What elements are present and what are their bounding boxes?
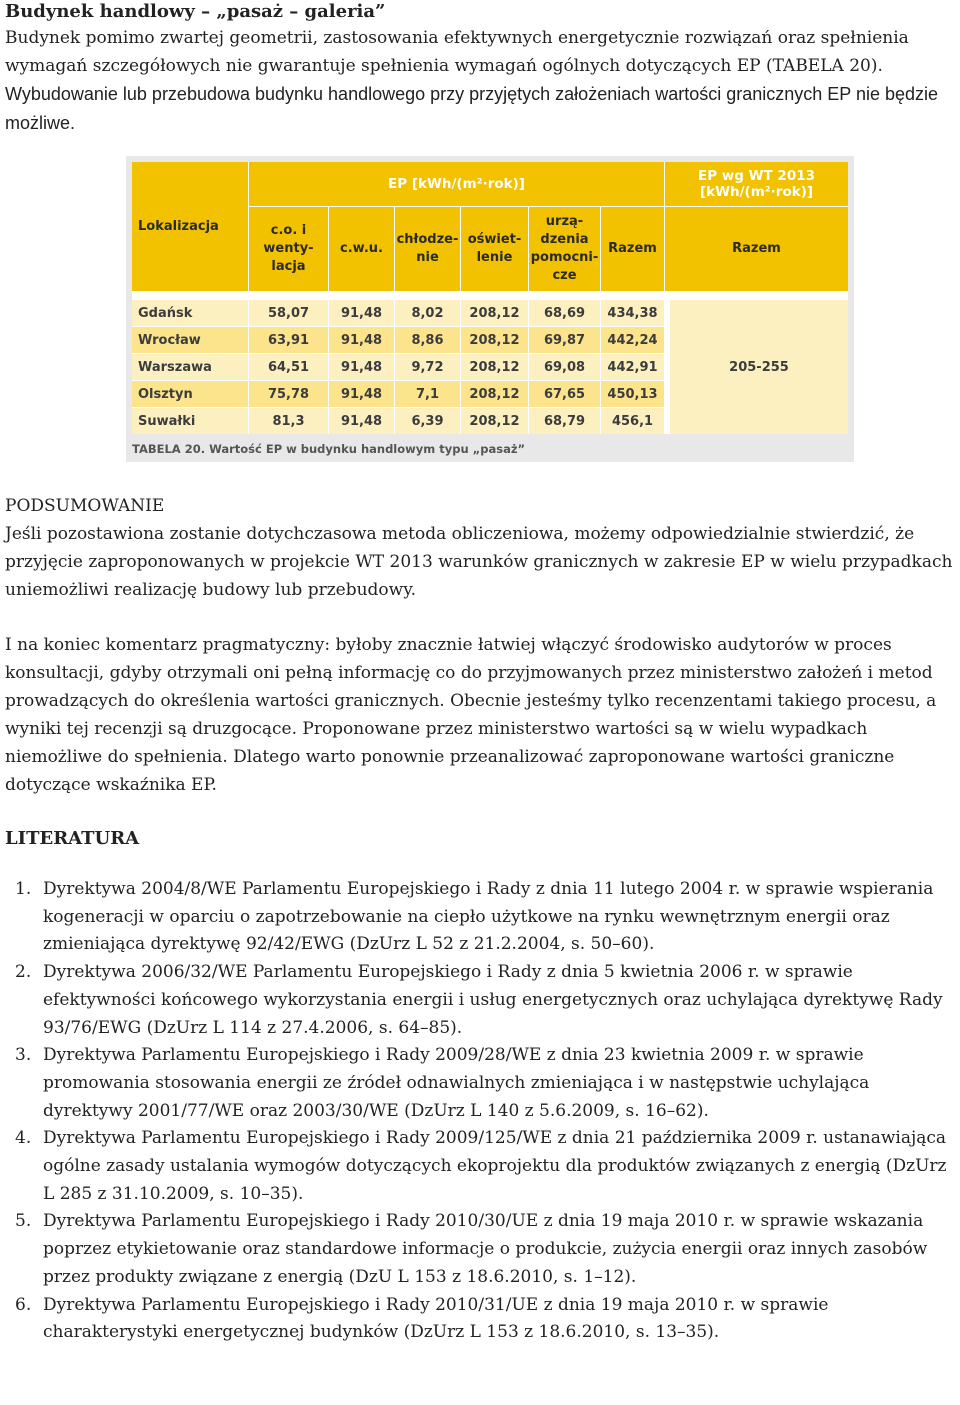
list-number: 2. <box>15 962 32 983</box>
ep-table-figure <box>126 156 854 462</box>
list-number: 5. <box>15 1211 32 1232</box>
literature-heading: LITERATURA <box>5 828 140 849</box>
table-cell: 58,07 <box>248 299 328 326</box>
list-number: 4. <box>15 1128 32 1149</box>
table-cell: 442,24 <box>600 326 664 353</box>
table-cell: 434,38 <box>600 299 664 326</box>
literature-text: Dyrektywa Parlamentu Europejskiego i Rady 2010/30/UE z dnia 19 maja 2010 r. w sprawie wskazania poprzez etykietowanie oraz standardowe informacje o produkcie, zużycia energii oraz innych zasobów przez produkty związane z energią (DzU L 153 z 18.6.2010, s. 1–12). <box>43 1211 928 1287</box>
column-header-razem: Razem <box>600 206 664 291</box>
table-cell: 8,02 <box>394 299 460 326</box>
table-cell: 450,13 <box>600 380 664 407</box>
intro-text-sans: Wybudowanie lub przebudowa budynku handlowego przy przyjętych założeniach wartości granicznych EP nie będzie możliwe. <box>5 84 939 133</box>
column-header-lokalizacja: Lokalizacja <box>132 162 248 291</box>
ep-group-header: EP [kWh/(m²·rok)] <box>248 162 664 206</box>
table-cell: 208,12 <box>460 326 528 353</box>
literature-item <box>5 876 960 959</box>
table-cell: 456,1 <box>600 407 664 434</box>
table-cell: Gdańsk <box>132 299 248 326</box>
table-cell: 69,08 <box>528 353 600 380</box>
literature-list <box>5 876 960 1347</box>
table-cell: 67,65 <box>528 380 600 407</box>
table-row <box>132 299 848 326</box>
table-cell: 8,86 <box>394 326 460 353</box>
table-cell: Warszawa <box>132 353 248 380</box>
table-caption: TABELA 20. Wartość EP w budynku handlowym typu „pasaż” <box>132 442 526 456</box>
table-cell: 64,51 <box>248 353 328 380</box>
list-number: 1. <box>15 879 32 899</box>
page-title: Budynek handlowy – „pasaż – galeria” <box>5 1 386 22</box>
literature-item <box>5 959 960 1042</box>
summary-text: Jeśli pozostawiona zostanie dotychczasowa metoda obliczeniowa, możemy odpowiedzialnie stwierdzić, że przyjęcie zaproponowanych w projekcie WT 2013 warunków granicznych w zakresie EP w wielu przypadkach uniemożliwi realizację budowy lub przebudowy. <box>5 524 953 600</box>
table-cell: 442,91 <box>600 353 664 380</box>
literature-item <box>5 1042 960 1125</box>
table-cell: 68,69 <box>528 299 600 326</box>
column-header-cwu: c.w.u. <box>328 206 394 291</box>
wt-value-cell: 205-255 <box>664 299 848 434</box>
column-header-oswietlenie: oświet-lenie <box>460 206 528 291</box>
table-cell: 91,48 <box>328 407 394 434</box>
literature-item <box>5 1125 960 1208</box>
column-header-urzadzenia: urzą-dzenia pomocni-cze <box>528 206 600 291</box>
list-number: 6. <box>15 1294 32 1315</box>
table-cell: 208,12 <box>460 407 528 434</box>
table-cell: Olsztyn <box>132 380 248 407</box>
table-cell: 9,72 <box>394 353 460 380</box>
table-cell: 69,87 <box>528 326 600 353</box>
table-cell: 208,12 <box>460 299 528 326</box>
literature-text: Dyrektywa 2006/32/WE Parlamentu Europejskiego i Rady z dnia 5 kwietnia 2006 r. w sprawie efektywności końcowego wykorzystania energii i usług energetycznych oraz uchylająca dyrektywę Rady 93/76/EWG (DzUrz L 114 z 27.4.2006, s. 64–85). <box>43 962 943 1038</box>
intro-paragraph <box>5 24 955 138</box>
column-header-razem-wt: Razem <box>664 206 848 291</box>
ep-table <box>132 162 848 434</box>
literature-text: Dyrektywa 2004/8/WE Parlamentu Europejskiego i Rady z dnia 11 lutego 2004 r. w sprawie wspierania kogeneracji w oparciu o zapotrzebowanie na ciepło użytkowe na rynku wewnętrznym energii oraz zmieniająca dyrektywę 92/42/EWG (DzUrz L 52 z 21.2.2004, s. 50–60). <box>43 879 934 955</box>
literature-text: Dyrektywa Parlamentu Europejskiego i Rady 2010/31/UE z dnia 19 maja 2010 r. w sprawie charakterystyki energetycznej budynków (DzUrz L 153 z 18.6.2010, s. 13–35). <box>43 1294 829 1343</box>
literature-text: Dyrektywa Parlamentu Europejskiego i Rady 2009/28/WE z dnia 23 kwietnia 2009 r. w sprawie promowania stosowania energii ze źródeł odnawialnych zmieniająca i w następstwie uchylająca dyrektywy 2001/77/WE oraz 2003/30/WE (DzUrz L 140 z 5.6.2009, s. 16–62). <box>43 1045 870 1121</box>
table-cell: 7,1 <box>394 380 460 407</box>
table-cell: Suwałki <box>132 407 248 434</box>
table-cell: 68,79 <box>528 407 600 434</box>
column-header-chlodzenie: chłodze-nie <box>394 206 460 291</box>
intro-text-serif: Budynek pomimo zwartej geometrii, zastosowania efektywnych energetycznie rozwiązań oraz spełnienia wymagań szczegółowych nie gwarantuje spełnienia wymagań ogólnych dotyczących EP (TABELA 20). <box>5 28 909 76</box>
table-cell: 91,48 <box>328 353 394 380</box>
column-header-co: c.o. i wenty-lacja <box>248 206 328 291</box>
table-cell: 63,91 <box>248 326 328 353</box>
table-cell: 91,48 <box>328 299 394 326</box>
table-cell: 91,48 <box>328 380 394 407</box>
summary-heading: PODSUMOWANIE <box>5 496 165 516</box>
table-cell: Wrocław <box>132 326 248 353</box>
comment-paragraph: I na koniec komentarz pragmatyczny: byłoby znacznie łatwiej włączyć środowisko audytorów w proces konsultacji, gdyby otrzymali oni pełną informację co do przyjmowanych przez ministerstwo założeń i metod prowadzących do określenia wartości granicznych. Obecnie jesteśmy tylko recenzentami takiego procesu, a wyniki tej recenzji są druzgocące. Proponowane przez ministerstwo wartości są w wielu wypadkach niemożliwe do spełnienia. Dlatego warto ponownie przeanalizować zaproponowane wartości graniczne dotyczące wskaźnika EP. <box>5 635 937 795</box>
literature-item <box>5 1208 960 1291</box>
wt-group-header: EP wg WT 2013 [kWh/(m²·rok)] <box>664 162 848 206</box>
literature-item <box>5 1292 960 1347</box>
table-cell: 208,12 <box>460 380 528 407</box>
table-cell: 6,39 <box>394 407 460 434</box>
literature-text: Dyrektywa Parlamentu Europejskiego i Rady 2009/125/WE z dnia 21 października 2009 r. ustanawiająca ogólne zasady ustalania wymogów dotyczących ekoprojektu dla produktów związanych z energią (DzUrz L 285 z 31.10.2009, s. 10–35). <box>43 1128 947 1204</box>
table-cell: 91,48 <box>328 326 394 353</box>
list-number: 3. <box>15 1045 32 1066</box>
table-cell: 75,78 <box>248 380 328 407</box>
table-cell: 208,12 <box>460 353 528 380</box>
table-cell: 81,3 <box>248 407 328 434</box>
